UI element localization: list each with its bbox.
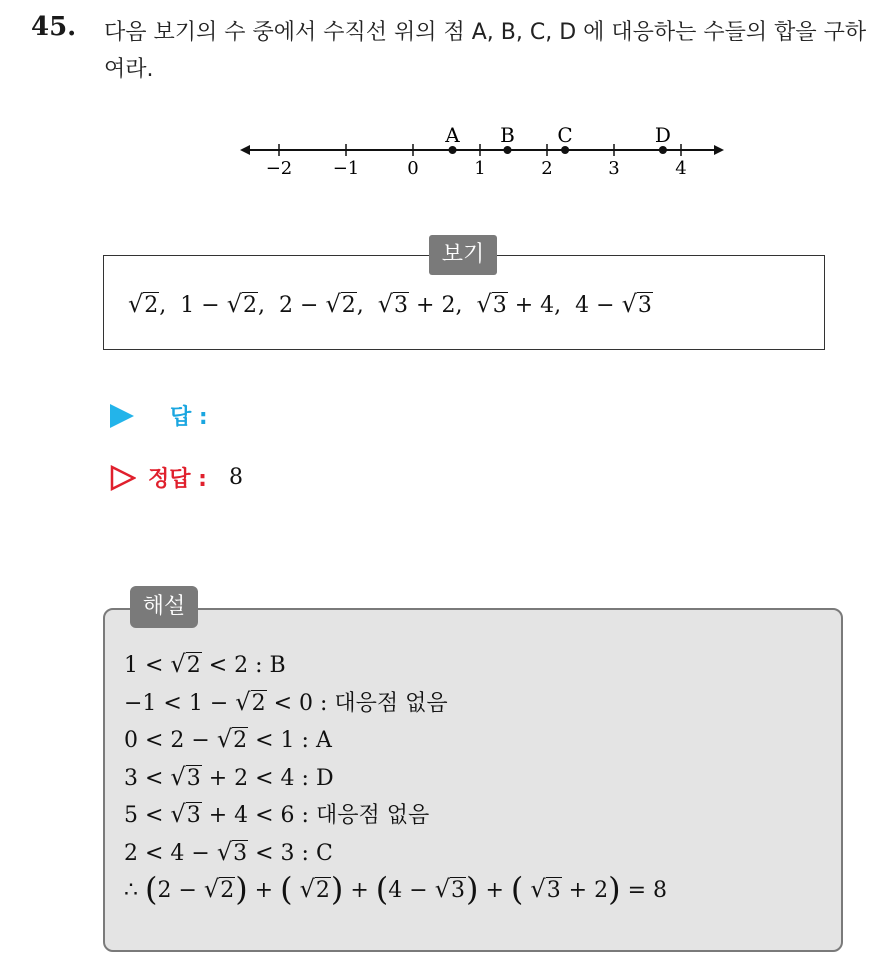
tick-label: −2 [265, 158, 293, 178]
answer-row [110, 400, 208, 431]
solution-line: 1 < √2 < 2 : B [124, 650, 286, 678]
bogi-content [128, 290, 653, 318]
point-label-d: D [654, 123, 671, 147]
point-label-a: A [445, 123, 460, 147]
tick-label: 3 [608, 158, 620, 178]
point-d [659, 146, 667, 154]
question-text: 다음 보기의 수 중에서 수직선 위의 점 A, B, C, D 에 대응하는 수들의 합을 구하여라. [104, 20, 867, 82]
correct-label: 정답 : [148, 467, 207, 492]
bogi-item: √3 + 4, [476, 290, 562, 318]
play-triangle-icon [110, 404, 134, 428]
outline-triangle-icon [110, 465, 136, 491]
answer-label: 답 : [170, 405, 208, 430]
solution-line: 0 < 2 − √2 < 1 : A [124, 725, 332, 753]
left-arrow-icon [240, 145, 250, 155]
bogi-item: 2 − √2, [279, 290, 364, 318]
correct-row [110, 462, 243, 493]
tick-label: 4 [675, 158, 687, 178]
right-arrow-icon [714, 145, 724, 155]
correct-value: 8 [228, 465, 243, 490]
bogi-item: 4 − √3 [575, 290, 652, 318]
bogi-item: √2, [128, 290, 167, 318]
point-a [449, 146, 457, 154]
question-number: 45. [31, 12, 77, 42]
solution-line: −1 < 1 − √2 < 0 : 대응점 없음 [124, 687, 448, 716]
tick-label: 0 [407, 158, 419, 178]
tick-label: 2 [541, 158, 553, 178]
point-b [503, 146, 511, 154]
solution-line: 3 < √3 + 2 < 4 : D [124, 762, 334, 791]
solution-lines [124, 646, 667, 909]
point-c [561, 146, 569, 154]
solution-line: 5 < √3 + 4 < 6 : 대응점 없음 [124, 800, 430, 828]
tick-label: −1 [332, 158, 360, 178]
bogi-item: √3 + 2, [377, 290, 463, 318]
bogi-tag: 보기 [429, 235, 497, 275]
solution-line: 2 < 4 − √3 < 3 : C [124, 837, 333, 866]
number-line [238, 118, 728, 178]
solution-line: ∴ (2 − √2) + ( √2) + (4 − √3) + ( √3 + 2) = 8 [124, 870, 668, 908]
point-label-c: C [557, 123, 573, 147]
point-label-b: B [500, 123, 515, 147]
tick-label: 1 [474, 158, 486, 178]
solution-tag: 해설 [130, 586, 198, 628]
bogi-item: 1 − √2, [180, 290, 266, 318]
